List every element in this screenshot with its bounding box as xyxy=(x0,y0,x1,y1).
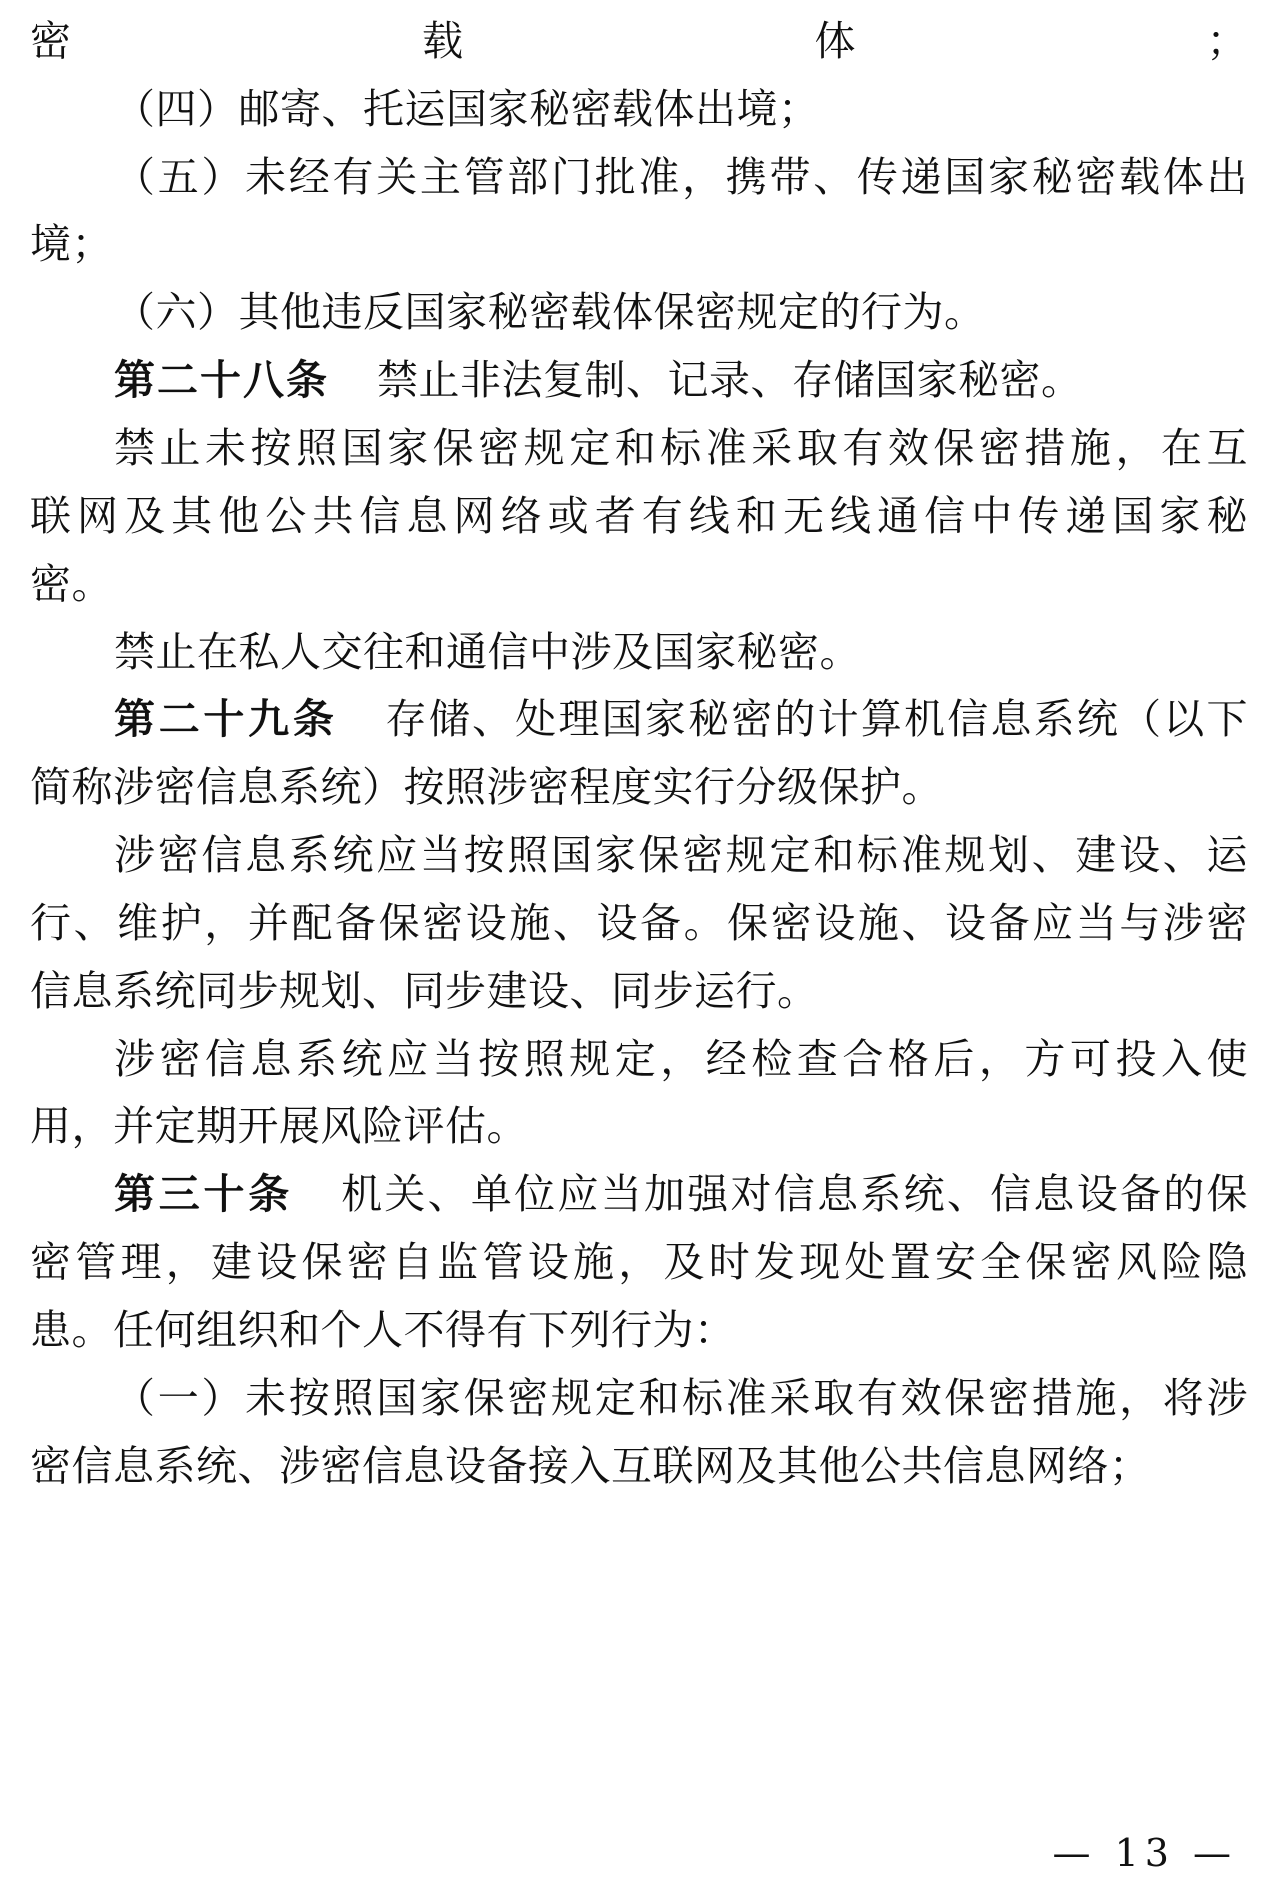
text-line: 行、维护，并配备保密设施、设备。保密设施、设备应当与涉密 xyxy=(30,899,1248,947)
text-line: 涉密信息系统应当按照规定，经检查合格后，方可投入使 xyxy=(114,1035,1248,1083)
text-line: 信息系统同步规划、同步建设、同步运行。 xyxy=(30,967,819,1015)
article-heading-line: 第二十九条 存储、处理国家秘密的计算机信息系统（以下 xyxy=(114,695,1248,743)
text-line: （四）邮寄、托运国家秘密载体出境； xyxy=(114,85,820,133)
article-number: 第二十九条 xyxy=(114,695,338,743)
article-heading-line: 第二十八条 禁止非法复制、记录、存储国家秘密。 xyxy=(114,356,1083,404)
text-line: 用，并定期开展风险评估。 xyxy=(30,1102,528,1150)
text-line: 联网及其他公共信息网络或者有线和无线通信中传递国家秘 xyxy=(30,492,1248,540)
text-line: （五）未经有关主管部门批准，携带、传递国家秘密载体出 xyxy=(114,153,1248,201)
text-line: 密信息系统、涉密信息设备接入互联网及其他公共信息网络； xyxy=(30,1442,1151,1490)
text-line: 患。任何组织和个人不得有下列行为： xyxy=(30,1306,736,1354)
text-line: 密管理，建设保密自监管设施，及时发现处置安全保密风险隐 xyxy=(30,1238,1248,1286)
text-line: 涉密信息系统应当按照国家保密规定和标准规划、建设、运 xyxy=(114,831,1248,879)
page-number: — 13 — xyxy=(1052,1831,1237,1875)
article-number: 第二十八条 xyxy=(114,356,329,404)
article-heading-line: 第三十条 机关、单位应当加强对信息系统、信息设备的保 xyxy=(114,1170,1248,1218)
text-line: 简称涉密信息系统）按照涉密程度实行分级保护。 xyxy=(30,763,943,811)
article-number: 第三十条 xyxy=(114,1170,294,1218)
text-line: 禁止在私人交往和通信中涉及国家秘密。 xyxy=(114,628,861,676)
text-line: 密载体； xyxy=(30,17,1248,65)
text-line: （一）未按照国家保密规定和标准采取有效保密措施，将涉 xyxy=(114,1374,1248,1422)
text-line: （六）其他违反国家秘密载体保密规定的行为。 xyxy=(114,288,986,336)
text-line: 禁止未按照国家保密规定和标准采取有效保密措施，在互 xyxy=(114,424,1248,472)
text-line: 境； xyxy=(30,220,113,268)
text-line: 密。 xyxy=(30,560,113,608)
